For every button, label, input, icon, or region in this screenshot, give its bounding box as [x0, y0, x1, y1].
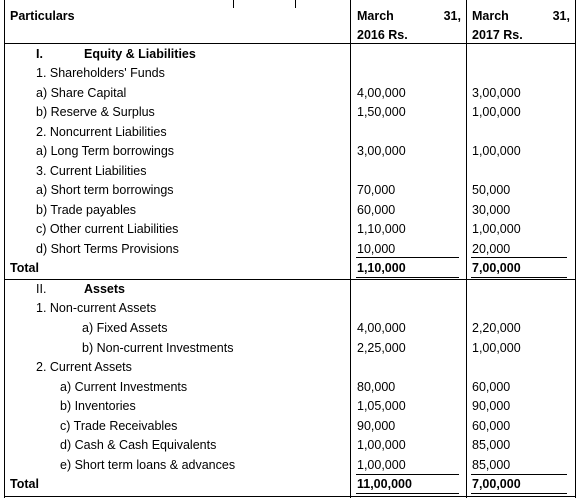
row-value-2016: 2,25,000 — [357, 341, 406, 355]
row-label: a) Short term borrowings — [36, 183, 174, 197]
table-border-bottom — [4, 496, 576, 497]
header-2017-top — [472, 9, 570, 24]
section1-group-noncurrent: 2. Noncurrent Liabilities — [36, 125, 167, 139]
row-label: e) Short term loans & advances — [60, 458, 236, 472]
row-value-2016: 70,000 — [357, 183, 396, 197]
section1-group-current: 3. Current Liabilities — [36, 164, 147, 178]
row-label: a) Share Capital — [36, 86, 127, 100]
section2-group-noncurrent: 1. Non-current Assets — [36, 301, 157, 315]
row-value-2017: 1,00,000 — [472, 105, 521, 119]
row-value-2016: 90,000 — [357, 419, 396, 433]
total-underline-2017 — [471, 493, 567, 494]
row-label: b) Non-current Investments — [82, 341, 234, 355]
header-2016-year: 2016 Rs. — [357, 28, 408, 42]
header-2016-top — [357, 9, 461, 24]
row-value-2016: 1,00,000 — [357, 458, 406, 472]
row-value-2017: 60,000 — [472, 380, 511, 394]
table-border-right — [575, 0, 576, 498]
section1-total-label: Total — [10, 261, 39, 275]
row-value-2017: 60,000 — [472, 419, 511, 433]
total-underline-2017 — [471, 277, 567, 278]
section2-total-label: Total — [10, 477, 39, 491]
row-value-2016: 1,50,000 — [357, 105, 406, 119]
row-value-2016: 60,000 — [357, 203, 396, 217]
section1-numeral: I. — [36, 47, 43, 61]
row-value-2016: 80,000 — [357, 380, 396, 394]
row-value-2016: 3,00,000 — [357, 144, 406, 158]
row-value-2017: 85,000 — [472, 438, 511, 452]
row-label: b) Reserve & Surplus — [36, 105, 155, 119]
header-2016-day: 31, — [443, 9, 461, 23]
row-label: c) Other current Liabilities — [36, 222, 179, 236]
section2-total-2017: 7,00,000 — [472, 477, 521, 491]
row-label: a) Long Term borrowings — [36, 144, 175, 158]
section2-group-current: 2. Current Assets — [36, 360, 132, 374]
section1-group-shareholders: 1. Shareholders' Funds — [36, 66, 165, 80]
section-divider — [4, 279, 576, 280]
total-rule-2016 — [356, 257, 459, 258]
column-divider-1 — [350, 0, 351, 498]
row-label: c) Trade Receivables — [60, 419, 178, 433]
row-value-2016: 4,00,000 — [357, 86, 406, 100]
total-rule-2017 — [471, 257, 567, 258]
header-particulars: Particulars — [10, 9, 75, 23]
row-value-2017: 1,00,000 — [472, 341, 521, 355]
row-value-2017: 20,000 — [472, 242, 511, 256]
total-rule-2016 — [356, 474, 459, 475]
row-value-2016: 1,05,000 — [357, 399, 406, 413]
section2-total-2016: 11,00,000 — [357, 477, 412, 491]
row-value-2017: 90,000 — [472, 399, 511, 413]
total-rule-2017 — [471, 474, 567, 475]
row-label: b) Inventories — [60, 399, 136, 413]
header-divider — [4, 43, 576, 44]
row-value-2016: 10,000 — [357, 242, 396, 256]
section1-total-2016: 1,10,000 — [357, 261, 406, 275]
header-2017-year: 2017 Rs. — [472, 28, 523, 42]
section1-title: Equity & Liabilities — [84, 47, 196, 61]
row-value-2017: 50,000 — [472, 183, 511, 197]
top-stub-1 — [233, 0, 234, 8]
row-label: b) Trade payables — [36, 203, 137, 217]
row-value-2017: 1,00,000 — [472, 222, 521, 236]
header-2016-march: March — [357, 9, 394, 23]
section2-title: Assets — [84, 282, 125, 296]
total-underline-2016 — [356, 493, 459, 494]
row-value-2016: 1,00,000 — [357, 438, 406, 452]
header-2017-day: 31, — [552, 9, 570, 23]
top-stub-2 — [295, 0, 296, 8]
section2-numeral: II. — [36, 282, 47, 296]
row-value-2017: 3,00,000 — [472, 86, 521, 100]
row-label: d) Short Terms Provisions — [36, 242, 179, 256]
row-value-2017: 85,000 — [472, 458, 511, 472]
row-label: d) Cash & Cash Equivalents — [60, 438, 217, 452]
total-underline-2016 — [356, 277, 459, 278]
row-value-2017: 1,00,000 — [472, 144, 521, 158]
row-value-2017: 30,000 — [472, 203, 511, 217]
row-value-2016: 1,10,000 — [357, 222, 406, 236]
column-divider-2 — [466, 0, 467, 498]
row-value-2016: 4,00,000 — [357, 321, 406, 335]
header-2017-march: March — [472, 9, 509, 23]
row-value-2017: 2,20,000 — [472, 321, 521, 335]
section1-total-2017: 7,00,000 — [472, 261, 521, 275]
row-label: a) Fixed Assets — [82, 321, 168, 335]
table-border-left — [4, 0, 5, 498]
row-label: a) Current Investments — [60, 380, 188, 394]
